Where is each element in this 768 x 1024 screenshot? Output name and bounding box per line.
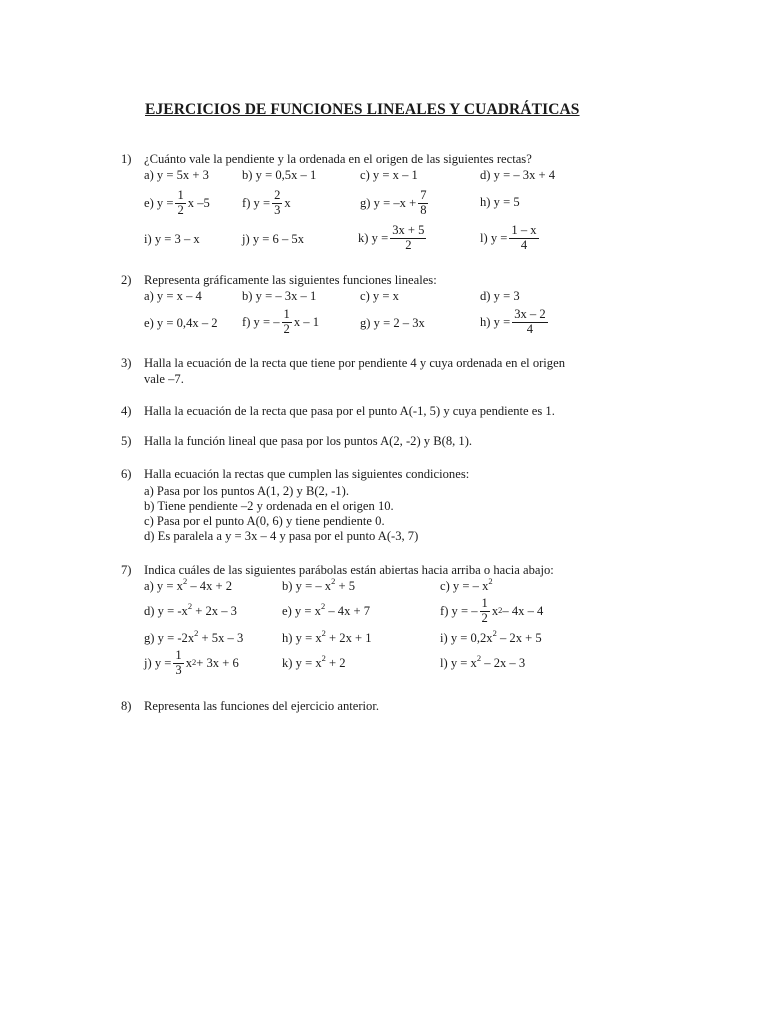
item-2h [480, 307, 550, 337]
item-2c: c) y = x [360, 289, 399, 303]
item-1k-prefix: k) y = [358, 230, 389, 245]
denominator: 2 [481, 610, 488, 625]
fraction [175, 189, 185, 216]
question-text: Indica cuáles de las siguientes parábolas están abiertas hacia arriba o hacia abajo: [144, 563, 554, 577]
item-7l [440, 652, 526, 671]
exponent: 2 [194, 627, 199, 638]
exponent: 2 [476, 652, 482, 663]
denominator: 8 [420, 202, 427, 217]
item-1d: d) y = – 3x + 4 [480, 168, 556, 182]
item-7e-rest: – 4x + 7 [325, 604, 371, 618]
item-7b-rest: + 5 [335, 579, 356, 593]
item-7b-base: b) y = – x [282, 579, 332, 593]
item-7h [282, 627, 372, 646]
numerator: 2 [274, 188, 281, 203]
item-7f-prefix: f) y = – [440, 603, 478, 618]
item-2f-prefix: f) y = – [242, 314, 280, 329]
page-title: EJERCICIOS DE FUNCIONES LINEALES Y CUADRÁTICAS [145, 101, 580, 118]
exponent: 2 [321, 627, 326, 638]
fraction [509, 224, 538, 251]
question-number: 3) [121, 356, 132, 370]
item-1g-prefix: g) y = –x + [360, 195, 417, 210]
exponent: 2 [321, 652, 326, 663]
item-2e: e) y = 0,4x – 2 [144, 316, 218, 330]
fraction [272, 189, 282, 216]
fraction [390, 224, 426, 251]
item-7b [282, 575, 356, 594]
denominator: 2 [177, 202, 184, 217]
item-1a: a) y = 5x + 3 [144, 168, 209, 182]
item-7a-base: a) y = x [144, 579, 183, 593]
item-2b: b) y = – 3x – 1 [242, 289, 317, 303]
item-7d [144, 600, 237, 619]
item-7g [144, 627, 244, 646]
exponent: 2 [488, 575, 493, 586]
numerator: 7 [420, 188, 427, 203]
item-7g-rest: + 5x – 3 [198, 631, 244, 645]
numerator: 3x + 5 [392, 223, 425, 238]
item-2g: g) y = 2 – 3x [360, 316, 425, 330]
item-7l-base: l) y = x [440, 656, 477, 670]
item-2a: a) y = x – 4 [144, 289, 202, 303]
item-1l [480, 223, 541, 253]
item-1j: j) y = 6 – 5x [242, 232, 305, 246]
question-number: 7) [121, 563, 132, 577]
exponent: 2 [187, 600, 193, 611]
denominator: 3 [175, 662, 182, 677]
item-7i [440, 627, 542, 646]
question-number: 5) [121, 434, 132, 448]
item-1k [358, 223, 428, 253]
item-1e-suffix: x –5 [187, 195, 210, 210]
item-1f [242, 188, 291, 218]
question-text-line-2: vale –7. [144, 372, 184, 386]
item-7h-rest: + 2x + 1 [325, 631, 372, 645]
item-7i-rest: – 2x + 5 [496, 631, 542, 645]
item-1f-suffix: x [284, 195, 291, 210]
question-text: Halla la función lineal que pasa por los puntos A(2, -2) y B(8, 1). [144, 434, 473, 448]
item-2h-prefix: h) y = [480, 314, 511, 329]
question-number: 8) [121, 699, 132, 713]
item-7d-rest: + 2x – 3 [192, 604, 237, 618]
condition-6b: b) Tiene pendiente –2 y ordenada en el origen 10. [144, 499, 394, 513]
item-7j-var: x [185, 655, 192, 670]
condition-6a: a) Pasa por los puntos A(1, 2) y B(2, -1). [144, 484, 349, 498]
item-1h: h) y = 5 [480, 195, 520, 209]
item-7k [282, 652, 346, 671]
item-7j-prefix: j) y = [144, 655, 172, 670]
condition-6c: c) Pasa por el punto A(0, 6) y tiene pendiente 0. [144, 514, 385, 528]
numerator: 3x – 2 [514, 307, 546, 322]
item-1i: i) y = 3 – x [144, 232, 200, 246]
item-7j-rest: + 3x + 6 [196, 655, 239, 670]
question-number: 2) [121, 273, 132, 287]
item-7e-base: e) y = x [282, 604, 321, 618]
condition-6d: d) Es paralela a y = 3x – 4 y pasa por el punto A(-3, 7) [144, 529, 419, 543]
numerator: 1 [481, 596, 488, 611]
exponent: 2 [320, 600, 326, 611]
item-7c-base: c) y = – x [440, 579, 489, 593]
question-text: Halla ecuación la rectas que cumplen las siguientes condiciones: [144, 467, 470, 481]
exponent: 2 [492, 627, 497, 638]
question-text-line-1: Halla la ecuación de la recta que tiene por pendiente 4 y cuya ordenada en el origen [144, 356, 565, 370]
item-1g [360, 188, 430, 218]
exponent: 2 [182, 575, 188, 586]
question-text: ¿Cuánto vale la pendiente y la ordenada en el origen de las siguientes rectas? [144, 152, 532, 166]
item-7d-base: d) y = -x [144, 604, 188, 618]
item-2f [242, 307, 319, 337]
item-7j: j) y = $\frac{1}{3}$ x $^2$ + 3x + 6 [144, 648, 239, 677]
item-1e [144, 188, 210, 218]
item-7g-base: g) y = -2x [144, 631, 195, 645]
question-number: 1) [121, 152, 132, 166]
item-7e [282, 600, 371, 619]
numerator: 1 [177, 188, 184, 203]
item-7c [440, 575, 493, 594]
item-2d: d) y = 3 [480, 289, 520, 303]
question-text: Representa gráficamente las siguientes funciones lineales: [144, 273, 437, 287]
denominator: 4 [520, 237, 528, 252]
numerator: 1 [283, 307, 290, 322]
numerator: 1 [175, 648, 182, 663]
item-7f: f) y = – $\frac{1}{2}$ x $^2$ – 4x – 4 [440, 596, 544, 625]
question-text: Halla la ecuación de la recta que pasa por el punto A(-1, 5) y cuya pendiente es 1. [144, 404, 555, 418]
denominator: 2 [283, 321, 290, 336]
exponent: 2 [331, 575, 336, 586]
question-text: Representa las funciones del ejercicio anterior. [144, 699, 379, 713]
denominator: 3 [274, 202, 281, 217]
item-1e-prefix: e) y = [144, 195, 174, 210]
item-7f-var: x [491, 603, 499, 618]
numerator: 1 – x [511, 223, 537, 238]
item-7l-rest: – 2x – 3 [481, 656, 526, 670]
fraction [480, 597, 490, 624]
fraction [418, 189, 428, 216]
item-7k-rest: + 2 [325, 656, 346, 670]
item-1f-prefix: f) y = [242, 195, 271, 210]
item-7k-base: k) y = x [282, 656, 322, 670]
item-7a-rest: – 4x + 2 [187, 579, 233, 593]
item-7h-base: h) y = x [282, 631, 322, 645]
fraction [512, 308, 547, 335]
item-2f-suffix: x – 1 [293, 314, 320, 329]
item-1c: c) y = x – 1 [360, 168, 418, 182]
denominator: 4 [526, 321, 534, 336]
fraction [173, 649, 183, 676]
item-7a [144, 575, 233, 594]
item-7f-rest: – 4x – 4 [502, 603, 544, 618]
question-number: 4) [121, 404, 132, 418]
item-7i-base: i) y = 0,2x [440, 631, 493, 645]
item-1l-prefix: l) y = [480, 230, 508, 245]
fraction [282, 308, 292, 335]
item-1b: b) y = 0,5x – 1 [242, 168, 317, 182]
denominator: 2 [405, 237, 412, 252]
question-number: 6) [121, 467, 132, 481]
